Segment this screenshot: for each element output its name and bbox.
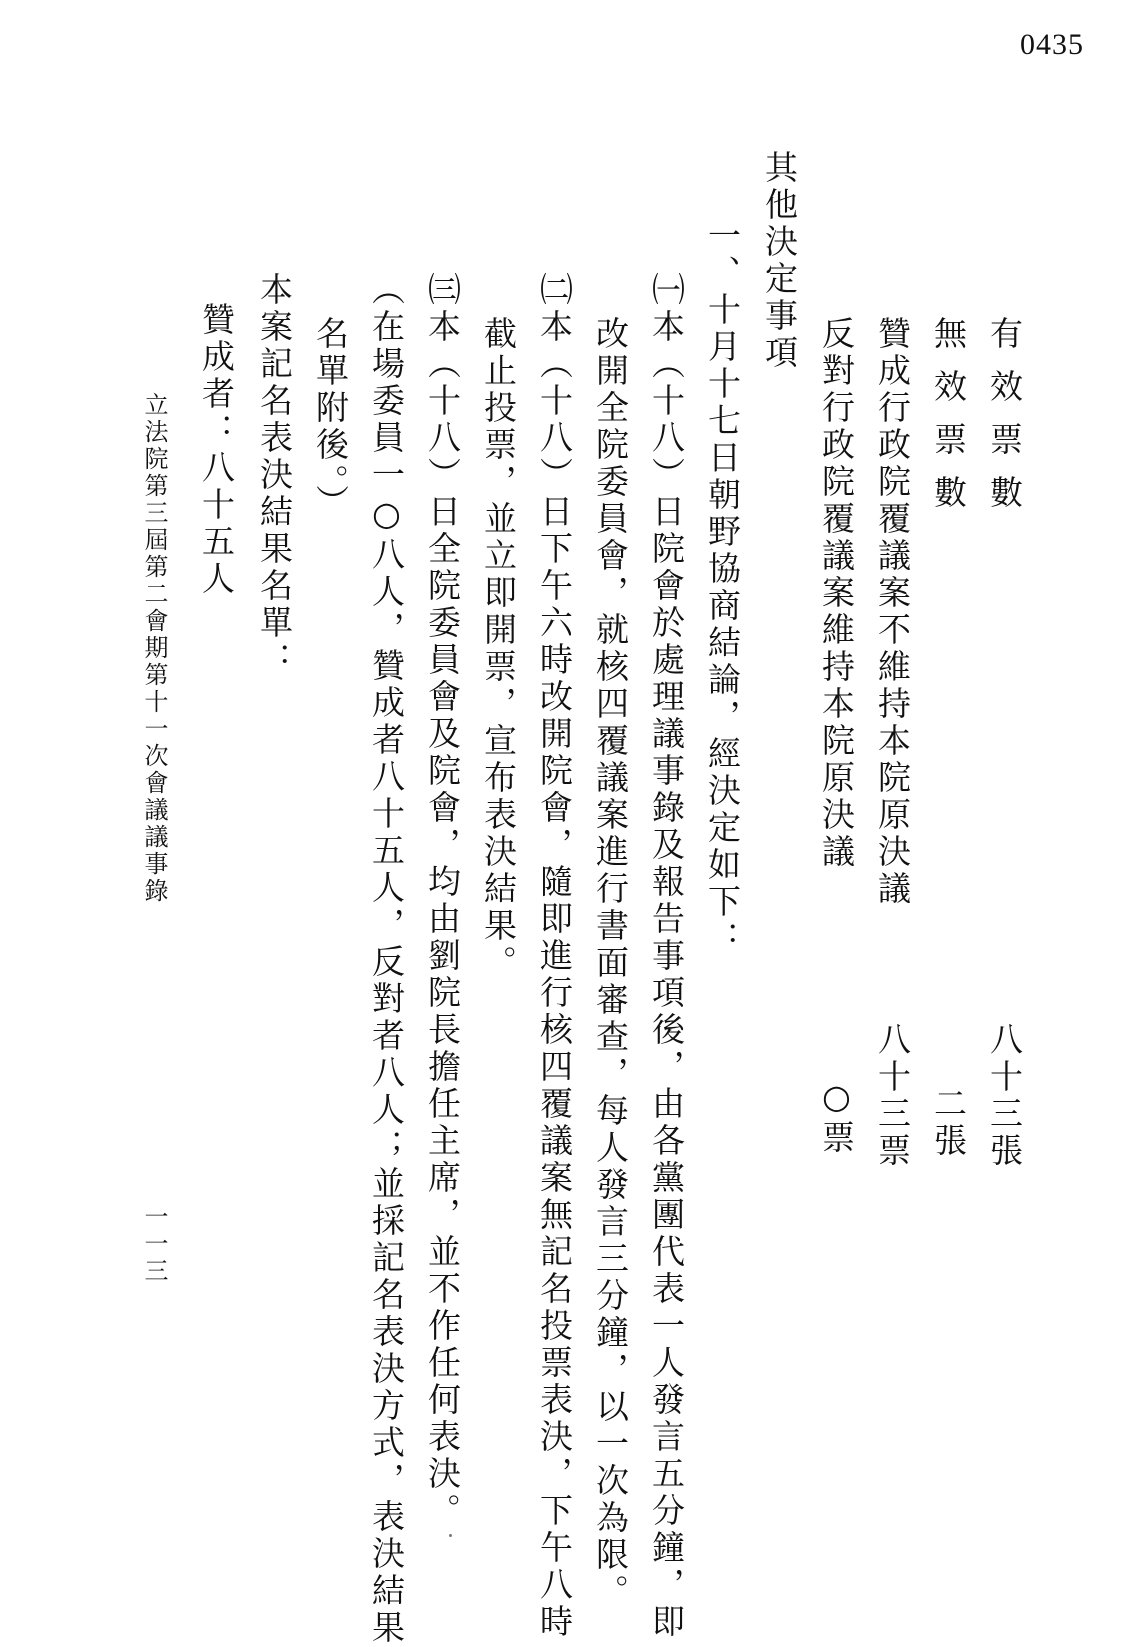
tally-valid-row: [985, 316, 1024, 1170]
tally-invalid-row: [929, 316, 968, 1160]
sub-item-one-line2: 改開全院委員會，就核四覆議案進行書面審查，每人發言三分鐘，以一次為限。: [591, 316, 630, 1611]
tally-approve-row: [873, 316, 912, 1170]
tally-valid-label: 有效票數: [985, 316, 1024, 528]
roll-call-title: 本案記名表決結果名單：: [255, 272, 294, 679]
supporters-line: 贊成者：八十五人: [197, 302, 236, 598]
sub-item-two-line1: ㈡本（十八）日下午六時改開院會，隨即進行核四覆議案無記名投票表決，下午八時: [535, 272, 574, 1641]
attendance-line2: 名單附後。）: [311, 316, 350, 522]
page-number: 一一三: [140, 1204, 168, 1285]
scan-speck: [449, 1534, 452, 1537]
tally-invalid-label: 無效票數: [929, 316, 968, 528]
section-title: 其他決定事項: [760, 150, 799, 372]
sub-item-three: ㈢本（十八）日全院委員會及院會，均由劉院長擔任主席，並不作任何表決。: [423, 272, 462, 1530]
sub-item-two-line2: 截止投票，並立即開票，宣布表決結果。: [479, 316, 518, 982]
attendance-line1: （在場委員一○八人，贊成者八十五人，反對者八人；並採記名表決方式，表決結果: [367, 272, 406, 1647]
tally-invalid-value: 二張: [929, 1086, 968, 1160]
tally-oppose-value: ○票: [817, 1077, 856, 1157]
tally-oppose-row: [817, 316, 856, 1157]
tally-valid-value: 八十三張: [985, 1022, 1024, 1170]
footer-title: 立法院第三屆第二會期第十一次會議議事錄: [140, 392, 168, 905]
tally-approve-label: 贊成行政院覆議案不維持本院原決議: [873, 316, 912, 908]
sub-item-one-line1: ㈠本（十八）日院會於處理議事錄及報告事項後，由各黨團代表一人發言五分鐘，即: [647, 272, 686, 1641]
tally-oppose-label: 反對行政院覆議案維持本院原決議: [817, 316, 856, 871]
tally-approve-value: 八十三票: [873, 1022, 912, 1170]
document-number: 0435: [1020, 28, 1084, 61]
item-one: 一、十月十七日朝野協商結論，經決定如下：: [703, 218, 742, 958]
